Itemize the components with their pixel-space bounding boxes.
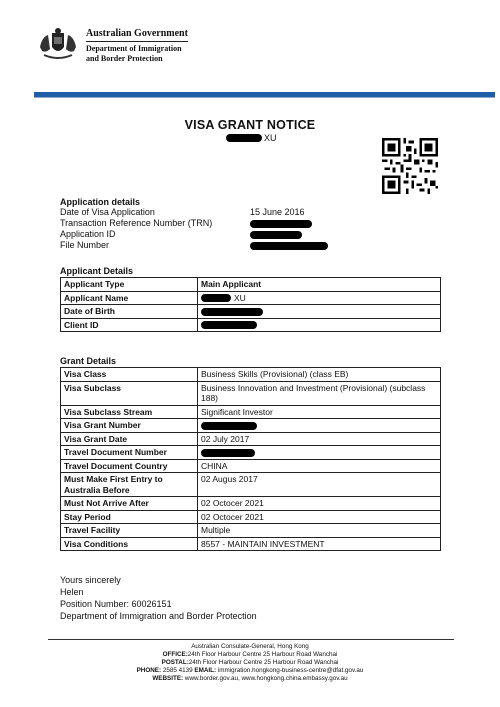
notice-title: VISA GRANT NOTICE <box>184 118 316 132</box>
visa-subclass-label: Visa Subclass <box>61 381 198 405</box>
first-entry-before-label: Must Make First Entry to Australia Before <box>61 473 198 497</box>
recipient-name <box>226 133 277 143</box>
visa-conditions-label: Visa Conditions <box>61 537 198 551</box>
table-row <box>61 473 441 497</box>
visa-grant-number-label: Visa Grant Number <box>61 419 198 433</box>
applicant-name-label: Applicant Name <box>61 291 198 305</box>
visa-grant-number-cell <box>198 419 441 433</box>
visa-conditions-value: 8557 - MAINTAIN INVESTMENT <box>198 537 441 551</box>
footer-divider <box>48 639 454 640</box>
table-row <box>61 405 441 419</box>
table-row <box>61 305 441 319</box>
travel-document-number-cell <box>198 446 441 460</box>
trn-redaction <box>250 220 312 228</box>
travel-document-number-redaction <box>201 449 255 457</box>
recipient-surname: XU <box>264 133 277 143</box>
visa-grant-date-label: Visa Grant Date <box>61 432 198 446</box>
application-details-list <box>60 207 460 253</box>
date-of-birth-cell <box>198 305 441 319</box>
stay-period-label: Stay Period <box>61 510 198 524</box>
visa-class-label: Visa Class <box>61 368 198 382</box>
footer <box>0 643 500 683</box>
travel-document-number-label: Travel Document Number <box>61 446 198 460</box>
footer-website: WEBSITE: www.border.gov.au, www.hongkong.china.embassy.gov.au <box>152 675 348 682</box>
trn-label: Transaction Reference Number (TRN) <box>60 218 213 228</box>
visa-class-value: Business Skills (Provisional) (class EB) <box>198 368 441 382</box>
department-name-line1: Department of Immigration <box>86 44 182 53</box>
qr-code-icon <box>382 138 438 194</box>
footer-contact: PHONE: 2585 4139 EMAIL: immigration.hongkong-business-centre@dfat.gov.au <box>136 667 364 674</box>
travel-document-country-value: CHINA <box>198 459 441 473</box>
header-divider <box>86 41 188 42</box>
footer-postal: POSTAL:24th Floor Harbour Centre 25 Harbour Road Wanchai <box>161 659 339 666</box>
must-not-arrive-after-label: Must Not Arrive After <box>61 497 198 511</box>
table-row <box>61 497 441 511</box>
visa-subclass-stream-value: Significant Investor <box>198 405 441 419</box>
visa-subclass-value: Business Innovation and Investment (Provisional) (subclass 188) <box>198 381 441 405</box>
table-row <box>61 318 441 332</box>
application-details-section <box>60 197 460 253</box>
table-row <box>61 432 441 446</box>
signoff-name: Helen <box>60 587 84 597</box>
signoff-position: Position Number: 60026151 <box>60 599 172 609</box>
first-entry-before-value: 02 Augus 2017 <box>198 473 441 497</box>
grant-details-table <box>60 367 441 551</box>
header-bar-shadow <box>34 97 495 98</box>
signoff-department: Department of Immigration and Border Protection <box>60 611 257 621</box>
date-of-birth-redaction <box>201 308 263 316</box>
department-name-line2: and Border Protection <box>86 54 163 63</box>
footer-consulate: Australian Consulate-General, Hong Kong <box>191 643 309 650</box>
redaction <box>226 134 262 142</box>
must-not-arrive-after-value: 02 Octocer 2021 <box>198 497 441 511</box>
applicant-name-value: XU <box>234 292 246 303</box>
visa-grant-number-redaction <box>201 422 257 430</box>
table-row <box>61 368 441 382</box>
client-id-label: Client ID <box>61 318 198 332</box>
stay-period-value: 02 Octocer 2021 <box>198 510 441 524</box>
client-id-cell <box>198 318 441 332</box>
visa-grant-date-value: 02 July 2017 <box>198 432 441 446</box>
table-row <box>61 381 441 405</box>
signoff-block <box>60 574 257 622</box>
table-row <box>61 524 441 538</box>
application-id-label: Application ID <box>60 229 116 239</box>
travel-facility-label: Travel Facility <box>61 524 198 538</box>
applicant-details-heading: Applicant Details <box>60 266 134 276</box>
coat-of-arms-icon <box>36 27 80 63</box>
table-row <box>61 510 441 524</box>
table-row <box>61 419 441 433</box>
table-row <box>61 291 441 305</box>
applicant-name-redaction <box>201 294 231 302</box>
travel-facility-value: Multiple <box>198 524 441 538</box>
application-id-redaction <box>250 231 302 239</box>
application-details-heading: Application details <box>60 197 141 207</box>
table-row <box>61 446 441 460</box>
table-row <box>61 459 441 473</box>
government-title: Australian Government <box>86 28 188 39</box>
date-of-birth-label: Date of Birth <box>61 305 198 319</box>
file-number-label: File Number <box>60 240 110 250</box>
visa-subclass-stream-label: Visa Subclass Stream <box>61 405 198 419</box>
client-id-redaction <box>201 321 257 329</box>
application-date-label: Date of Visa Application <box>60 207 155 217</box>
grant-details-heading: Grant Details <box>60 356 117 366</box>
signoff-closing: Yours sincerely <box>60 575 121 585</box>
file-number-redaction <box>250 242 328 250</box>
applicant-name-cell <box>198 291 441 305</box>
applicant-type-label: Applicant Type <box>61 278 198 292</box>
applicant-details-table <box>60 277 441 332</box>
travel-document-country-label: Travel Document Country <box>61 459 198 473</box>
footer-office: OFFICE:24th Floor Harbour Centre 25 Harbour Road Wanchai <box>162 651 338 658</box>
applicant-type-value: Main Applicant <box>198 278 441 292</box>
government-header <box>86 28 188 64</box>
table-row <box>61 537 441 551</box>
table-row <box>61 278 441 292</box>
application-date-value: 15 June 2016 <box>250 207 305 217</box>
